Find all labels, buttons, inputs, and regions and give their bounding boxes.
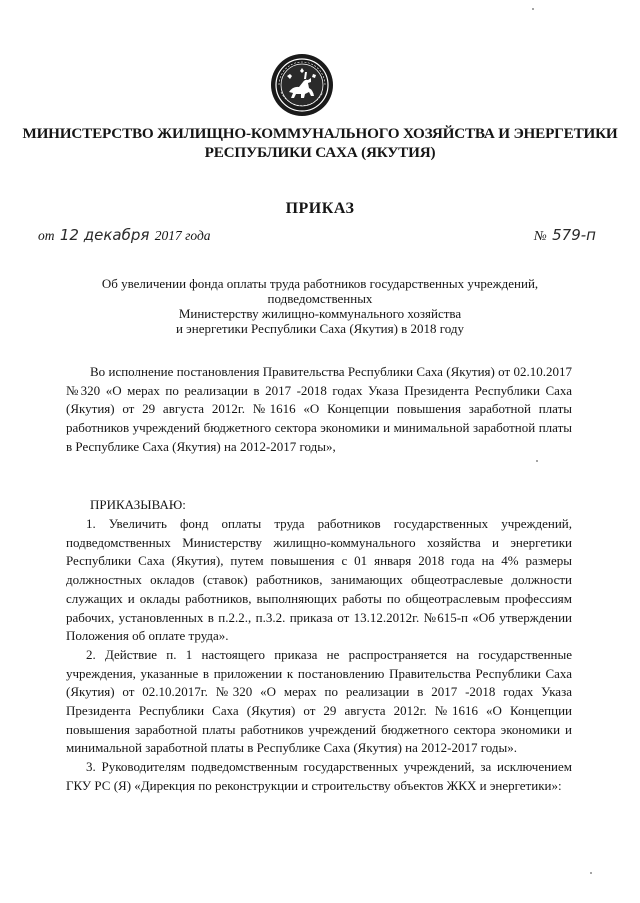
order-subject — [60, 276, 580, 336]
scan-speck — [532, 8, 534, 10]
ministry-name — [20, 124, 620, 162]
date-prefix: от — [38, 228, 55, 243]
ministry-line-1: МИНИСТЕРСТВО ЖИЛИЩНО-КОММУНАЛЬНОГО ХОЗЯЙСТВА И ЭНЕРГЕТИКИ — [22, 125, 618, 142]
subject-line-1: Об увеличении фонда оплаты труда работников государственных учреждений, — [101, 276, 539, 291]
order-item-1: 1. Увеличить фонд оплаты труда работников государственных учреждений, подведомственных Министерству жилищно-коммунального хозяйства и энергетики Республики Саха (Якутия), путем повышения с 01 января 2018 года на 4% размеры должностных окладов (ставок) работников, занимающих общеотраслевые должности служащих и оклады работников, выполняющих работы по общеотраслевым профессиям рабочих, установленных в п.2.2., п.3.2. приказа от 13.12.2012г. №615-п «Об утверждении Положения об оплате труда». — [66, 516, 572, 644]
preamble-paragraph: Во исполнение постановления Правительства Республики Саха (Якутия) от 02.10.2017 №320 «О мерах по реализации в 2017 -2018 годах Указа Президента Республики Саха (Якутия) от 29 августа 2012г. №1616 «О Концепции повышения заработной платы работников учреждений бюджетного сектора экономики и минимальной заработной платы в Республике Саха (Якутия) на 2012-2017 годы», — [66, 364, 572, 454]
date-number-row — [38, 224, 598, 250]
order-item-2: 2. Действие п. 1 настоящего приказа не распространяется на государственные учреждения, указанные в приложении к постановлению Правительства Республики Саха (Якутия) от 02.10.2017г. №320 «О мерах по реализации в 2017 -2018 годах Указа Президента Республики Саха (Якутия) от 29 августа 2012г. №1616 «О Концепции повышения заработной платы работников учреждений бюджетного сектора экономики и минимальной заработной платы в Республике Саха (Якутия) на 2012-2017 годы». — [66, 646, 572, 756]
handwritten-number: 579-п — [552, 226, 596, 244]
handwritten-date: 12 декабря — [59, 226, 150, 244]
order-item-3: 3. Руководителям подведомственным государственных учреждений, за исключением ГКУ РС (Я) «Дирекция по реконструкции и строительству объектов ЖКХ и энергетики»: — [66, 759, 572, 793]
scan-speck — [590, 872, 592, 874]
subject-line-3: Министерству жилищно-коммунального хозяйства — [178, 306, 462, 321]
coat-of-arms-emblem — [269, 52, 335, 118]
scan-speck — [536, 460, 538, 462]
order-number — [534, 226, 598, 244]
order-title: ПРИКАЗ — [285, 200, 355, 217]
subject-line-4: и энергетики Республики Саха (Якутия) в 2018 году — [175, 321, 465, 336]
subject-line-2: подведомственных — [267, 291, 373, 306]
date-suffix: 2017 года — [154, 228, 211, 243]
order-date — [38, 226, 211, 244]
number-prefix: № — [534, 228, 547, 243]
ministry-line-2: РЕСПУБЛИКИ САХА (ЯКУТИЯ) — [204, 144, 436, 161]
order-directive-word: ПРИКАЗЫВАЮ: — [90, 497, 186, 512]
order-items — [66, 515, 572, 796]
